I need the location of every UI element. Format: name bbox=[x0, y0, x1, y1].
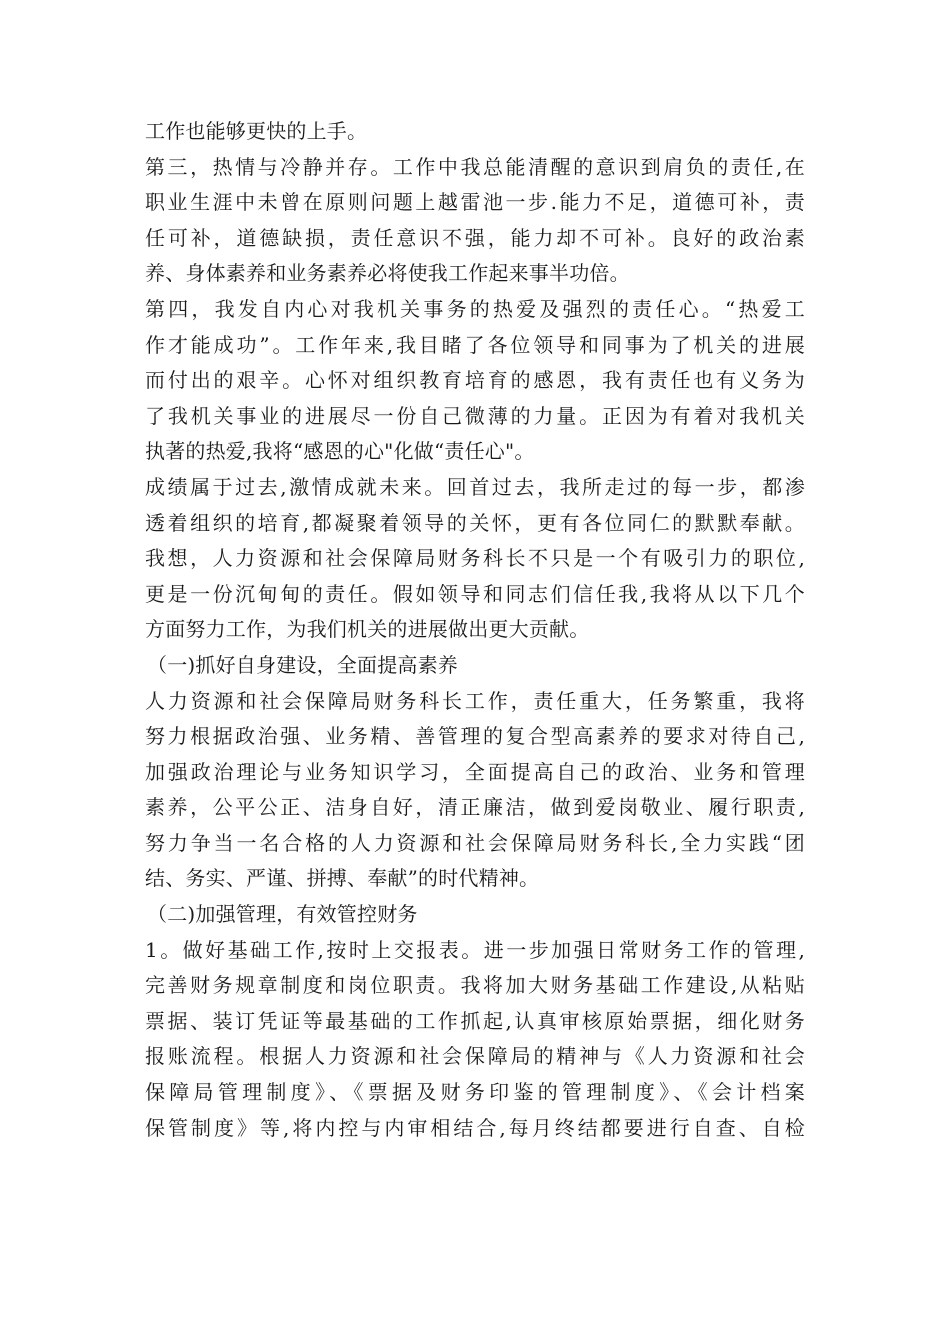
text-line-13: 我想，人力资源和社会保障局财务科长不只是一个有吸引力的职位, bbox=[145, 546, 805, 571]
text-line-22: 结、务实、严谨、拼搏、奉献”的时代精神。 bbox=[145, 866, 540, 891]
text-line-12: 透着组织的培育,都凝聚着领导的关怀，更有各位同仁的默默奉献。 bbox=[145, 510, 805, 535]
text-line-11: 成绩属于过去,激情成就未来。回首过去，我所走过的每一步，都渗 bbox=[145, 474, 805, 499]
text-line-2: 第三，热情与冷静并存。工作中我总能清醒的意识到肩负的责任,在 bbox=[145, 154, 805, 179]
text-line-26: 票据、装订凭证等最基础的工作抓起,认真审核原始票据，细化财务 bbox=[145, 1008, 805, 1033]
section-heading-2: （二)加强管理，有效管控财务 bbox=[147, 902, 418, 927]
text-line-25: 完善财务规章制度和岗位职责。我将加大财务基础工作建设,从粘贴 bbox=[145, 973, 805, 998]
text-line-8: 而付出的艰辛。心怀对组织教育培育的感恩，我有责任也有义务为 bbox=[145, 368, 805, 393]
text-line-3: 职业生涯中未曾在原则问题上越雷池一步.能力不足，道德可补，责 bbox=[145, 190, 805, 215]
text-line-17: 人力资源和社会保障局财务科长工作，责任重大，任务繁重，我将 bbox=[145, 688, 805, 713]
text-line-14: 更是一份沉甸甸的责任。假如领导和同志们信任我,我将从以下几个 bbox=[145, 581, 805, 606]
text-line-18: 努力根据政治强、业务精、善管理的复合型高素养的要求对待自己, bbox=[145, 724, 805, 749]
text-line-5: 养、身体素养和业务素养必将使我工作起来事半功倍。 bbox=[145, 261, 630, 286]
text-line-4: 任可补，道德缺损，责任意识不强，能力却不可补。良好的政治素 bbox=[145, 225, 805, 250]
text-line-7: 作才能成功”。工作年来,我目睹了各位领导和同事为了机关的进展 bbox=[145, 332, 805, 357]
text-line-15: 方面努力工作，为我们机关的进展做出更大贡献。 bbox=[145, 617, 590, 642]
text-line-10: 执著的热爱,我将“感恩的心"化做“责任心"。 bbox=[145, 439, 535, 464]
text-line-19: 加强政治理论与业务知识学习，全面提高自己的政治、业务和管理 bbox=[145, 759, 805, 784]
text-line-9: 了我机关事业的进展尽一份自己微薄的力量。正因为有着对我机关 bbox=[145, 403, 805, 428]
text-line-29: 保管制度》等,将内控与内审相结合,每月终结都要进行自查、自检 bbox=[145, 1115, 805, 1140]
section-heading-1: （一)抓好自身建设，全面提高素养 bbox=[147, 652, 459, 677]
text-line-24: 1。做好基础工作,按时上交报表。进一步加强日常财务工作的管理, bbox=[145, 937, 805, 962]
text-line-28: 保障局管理制度》、《票据及财务印鉴的管理制度》、《会计档案 bbox=[145, 1080, 805, 1105]
text-line-1: 工作也能够更快的上手。 bbox=[145, 119, 368, 143]
document-body bbox=[145, 114, 805, 1146]
text-line-27: 报账流程。根据人力资源和社会保障局的精神与《人力资源和社会 bbox=[145, 1044, 805, 1069]
text-line-6: 第四，我发自内心对我机关事务的热爱及强烈的责任心。“热爱工 bbox=[145, 296, 805, 321]
text-line-21: 努力争当一名合格的人力资源和社会保障局财务科长,全力实践“团 bbox=[145, 830, 805, 855]
text-line-20: 素养，公平公正、洁身自好，清正廉洁，做到爱岗敬业、履行职责, bbox=[145, 795, 805, 820]
